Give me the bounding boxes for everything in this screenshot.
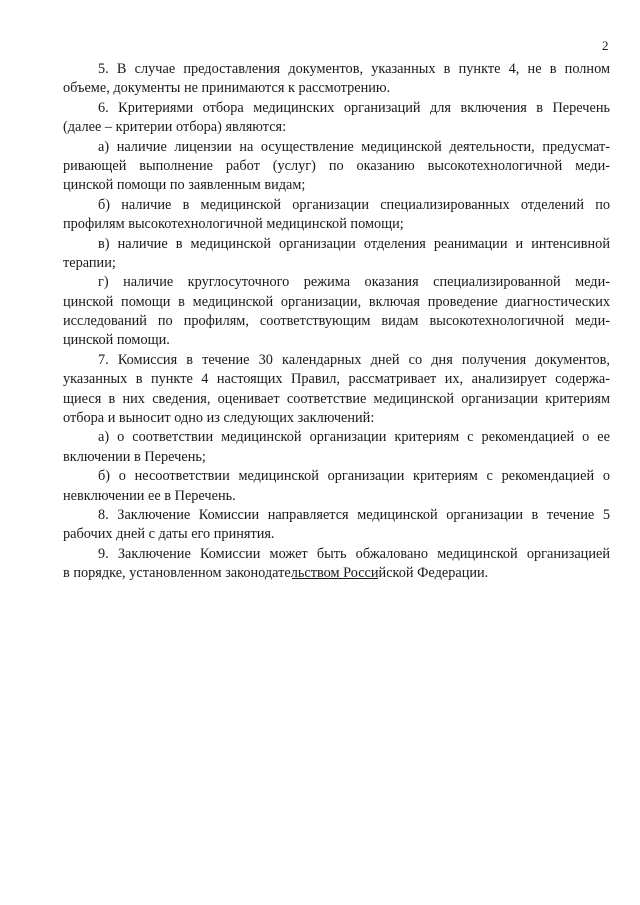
paragraph-line: профилям высокотехнологичной медицинской помощи; — [63, 216, 404, 233]
page-number: 2 — [602, 38, 609, 53]
paragraph-first-line: 8. Заключение Комиссии направляется медицинской организации в течение 5 — [98, 506, 610, 523]
paragraph-line: щиеся в них сведения, оценивает соответствие медицинской организации критериям — [63, 390, 610, 407]
paragraph-first-line: 9. Заключение Комиссии может быть обжаловано медицинской организацией — [98, 545, 610, 562]
paragraph-line: объеме, документы не принимаются к рассмотрению. — [63, 80, 391, 97]
paragraph-line: цинской помощи в медицинской организации, включая проведение диагностических — [63, 293, 610, 310]
paragraph-first-line: г) наличие круглосуточного режима оказания специализированной меди- — [98, 274, 610, 291]
paragraph-first-line: 5. В случае предоставления документов, указанных в пункте 4, не в полном — [98, 61, 610, 77]
paragraph-line: терапии; — [63, 254, 116, 271]
end-divider-line — [292, 578, 378, 579]
paragraph-line: указанных в пункте 4 настоящих Правил, рассматривает их, анализирует содержа- — [63, 371, 610, 388]
paragraph-first-line: в) наличие в медицинской организации отделения реанимации и интенсивной — [98, 235, 610, 252]
paragraph-line: включении в Перечень; — [63, 448, 206, 465]
paragraph-first-line: а) наличие лицензии на осуществление медицинской деятельности, предусмат- — [98, 138, 610, 155]
paragraph-line: ривающей выполнение работ (услуг) по оказанию высокотехнологичной меди- — [63, 157, 610, 174]
paragraph-line: (далее – критерии отбора) являются: — [63, 119, 287, 136]
paragraph-line: исследований по профилям, соответствующим видам высокотехнологичной меди- — [63, 313, 610, 330]
paragraph-line: цинской помощи по заявленным видам; — [63, 177, 306, 194]
paragraph-line: рабочих дней с даты его принятия. — [63, 526, 275, 543]
paragraph-first-line: а) о соответствии медицинской организации критериям с рекомендацией о ее — [98, 429, 610, 446]
paragraph-first-line: б) наличие в медицинской организации специализированных отделений по — [98, 196, 610, 213]
paragraph-line: отбора и выносит одно из следующих заключений: — [63, 410, 375, 427]
paragraph-line: цинской помощи. — [63, 332, 170, 349]
document-body — [63, 60, 610, 584]
paragraph-first-line: 7. Комиссия в течение 30 календарных дней со дня получения документов, — [98, 351, 610, 368]
paragraph-first-line: б) о несоответствии медицинской организации критериям с рекомендацией о — [98, 468, 610, 485]
paragraph-line: в порядке, установленном законодательством Российской Федерации. — [63, 565, 489, 582]
paragraph-line: невключении ее в Перечень. — [63, 487, 236, 504]
paragraph-first-line: 6. Критериями отбора медицинских организаций для включения в Перечень — [98, 99, 610, 116]
